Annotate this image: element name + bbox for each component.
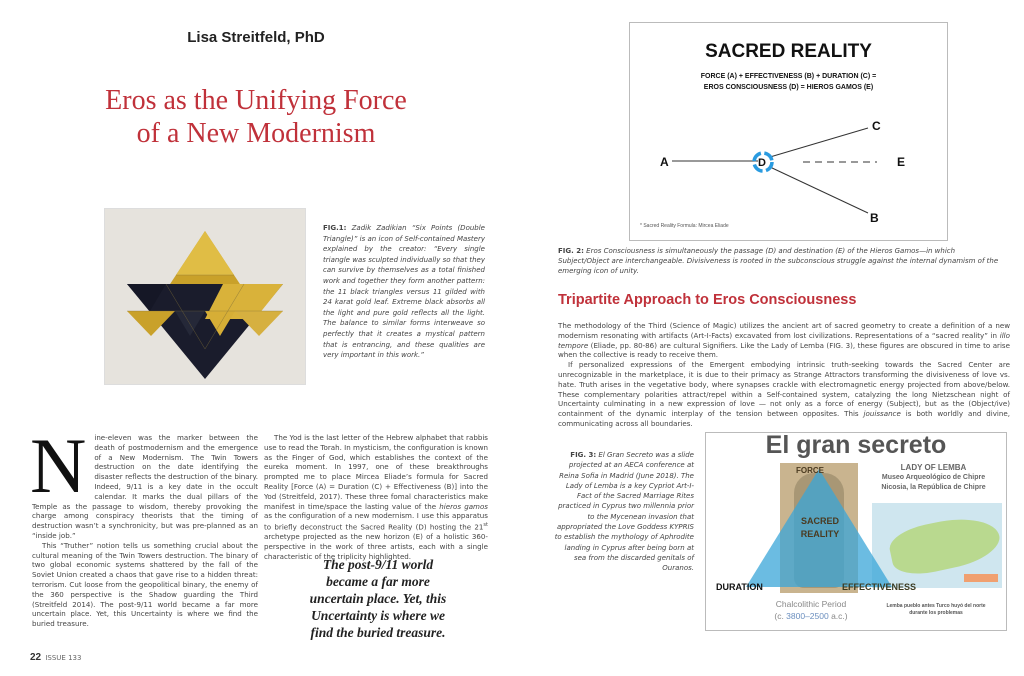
fig2-footnote: * Sacred Reality Formula: Mircea Eliade — [640, 223, 729, 229]
lady-of-lemba-info — [866, 463, 1001, 493]
fig2-title: SACRED REALITY — [705, 41, 872, 62]
period-dates — [746, 610, 876, 622]
lady-line-2: Museo Arqueológico de Chipre — [881, 474, 986, 481]
pull-quote-line: uncertain place. Yet, this — [309, 591, 447, 606]
pull-quote-line: became a far more — [326, 574, 430, 589]
label-sacred-reality — [790, 515, 850, 541]
period-label: Chalcolithic Period — [775, 599, 847, 609]
fig3-caption-text: El Gran Secreto was a slide projected at an AECA conference at Reina Sofia in Madrid (June 2018). The Lady of Lemba is a key Cypriot Art-I-Fact of the Sacred Marriage Rites practiced in Cyprus two millennia prior to the Mycenean invasion that appropriated the Love Goddess KYPRIS to establish the mythology of Aphrodite landing in Cyprus after being born at sea from the discarded genitals of Ouranos. — [554, 451, 694, 573]
fig2-caption — [558, 246, 1008, 276]
section-p2-italic: jouissance — [863, 409, 901, 419]
article-title — [0, 84, 512, 150]
author-byline: Lisa Streitfeld, PhD — [187, 29, 325, 46]
point-d: D — [758, 157, 766, 169]
section-heading: Tripartite Approach to Eros Consciousness — [558, 292, 857, 308]
col2-superscript: st — [483, 522, 488, 529]
fig2-diagram-lines — [630, 23, 947, 240]
point-b: B — [870, 211, 879, 225]
lemba-note-line-1: Lemba pueblo antes Turco huyó del norte — [886, 603, 986, 609]
col1-paragraph-2: This “Truther” notion tells us something crucial about the cultural meaning of the Twin Towers destruction. The binary of two global economic systems shattered by the fall of the Soviet Union created a chaos that gave rise to a hidden threat: terrorism. Cut loose from the geopolitical binary, the enemy of the 360 perspective is the Shadow guarding the Third (Streitfeld 2014). The post-9/11 world became a far more uncertain place. Yet, this Uncertainty is where we find the buried treasure. — [32, 540, 258, 629]
drop-cap: N — [30, 422, 87, 509]
point-a: A — [660, 155, 669, 169]
title-line-1: Eros as the Unifying Force — [105, 85, 407, 116]
page-folio — [30, 652, 81, 663]
formula-line-2: EROS CONSCIOUSNESS (D) = HIEROS GAMOS (E) — [703, 84, 874, 91]
issue-number: ISSUE 133 — [45, 654, 82, 662]
body-column-1 — [30, 422, 258, 629]
point-c: C — [872, 119, 881, 133]
label-force: FORCE — [796, 466, 824, 475]
fig2-caption-text: Eros Consciousness is simultaneously the passage (D) and destination (E) of the Hieros Gamos—in which Subject/Object are interchangeable. Divisiveness is rooted in the subconscious struggle against the internal dynamism of the emerging icon of unity. — [558, 247, 999, 275]
body-column-2 — [264, 433, 488, 562]
pull-quote — [288, 556, 468, 641]
section-p2-text-a: If personalized expressions of the Emergent embodying intrinsic truth-seeking towards the Sacred Center are unrecognizable in the marketplace, it is due to their primacy as Strange Attractors transforming the divisiveness of love vs. hate. Truth arises in the vegetative body, where synapses crackle with electromagnetic energy projected from above/below. These complementary polarities attract/repel within a Self-contained system, catalyzing the long Nietzschean night of Uncertainty culminating in a new expression of love — not only as a force of energy (Subject), but as the (Object/ive) containment of the dynamic interplay of the tension between opposites. This — [558, 360, 1010, 419]
label-duration: DURATION — [716, 582, 763, 592]
fig1-artwork-image — [104, 208, 306, 385]
col2-italic-hieros-gamos: hieros gamos — [439, 501, 488, 511]
right-page — [512, 0, 1024, 676]
fig1-caption-text: Zadik Zadikian “Six Points (Double Triangle)” is an icon of Self-contained Mastery explained by the creator: “Every single triangle was sculpted individually so that they can survive by themselves as a total finished work and together they form another pattern: the 11 black triangles versus 11 gilded with 24 karat gold leaf. Extreme black absorbs all the light and pure gold reflects all the light. The balance to similar forms interweave so perfectly that it creates a mystical pattern that is entrancing, and these qualities are very important in this work.” — [323, 224, 485, 360]
slide-title: El gran secreto — [765, 432, 947, 459]
dates-range: 3800–2500 — [786, 611, 829, 621]
lady-line-1: LADY OF LEMBA — [900, 463, 967, 472]
lemba-note — [871, 603, 1001, 617]
chalcolithic-period-label — [746, 598, 876, 622]
section-paragraph-1 — [558, 321, 1010, 360]
double-triangle-artwork — [105, 209, 305, 384]
section-p1-text-b: (Eliade, pp. 80-86) are cultural Signifiers. Like the Lady of Lemba (FIG. 3), these figures are obscured in time to arise when the collective is ready to receive them. — [558, 340, 1010, 360]
line-d-c — [770, 128, 868, 157]
section-p1-italic: illo tempore — [558, 330, 1010, 350]
page-number: 22 — [30, 652, 42, 663]
label-reality: REALITY — [800, 529, 840, 539]
fig3-caption — [552, 450, 694, 574]
fig1-caption — [323, 223, 485, 361]
section-paragraph-2 — [558, 360, 1010, 429]
fig2-sacred-reality-diagram — [629, 22, 948, 241]
col1-paragraph-1: ine-eleven was the marker between the death of postmodernism and the emergence of a New Modernism. The Twin Towers destruction on the date identifying the disaster reflects the destruction of the binary. Indeed, 9/11 is a key date in the occult calendar. It marks the dual pillars of the Temple as the passage to wisdom, thereby provoking the charge among conspiracy theorists that the timing of destruction wasn’t a synchronicity, but was pre-planned as an “inside job.” — [32, 433, 258, 540]
section-p2-text-b: is both worldly and divine, communicating across all boundaries. — [558, 409, 1010, 428]
lady-line-3: Nicosia, la República de Chipre — [881, 484, 986, 491]
pull-quote-line: Uncertainty is where we — [311, 608, 445, 623]
dates-suffix: a.c.) — [828, 611, 848, 621]
line-d-b — [770, 167, 868, 213]
pull-quote-line: find the buried treasure. — [310, 625, 446, 640]
col2-text-a: The Yod is the last letter of the Hebrew alphabet that rabbis use to read the Torah. In mysticism, the configuration is known as the Finger of God, which establishes the context of the eureka moment. In 1997, one of these breakthroughs prompted me to place Mircea Eliade’s formula for Sacred Reality [Force (A) = Duration (C) + Effectiveness (B)] into the Yod (Streitfeld, 2017). These three fomal characteristics make manifest in time/space the lasting value of the — [264, 433, 488, 511]
fig1-label: FIG.1: — [323, 224, 347, 232]
label-sacred: SACRED — [800, 516, 839, 526]
section-body — [558, 321, 1010, 429]
dates-prefix: (c. — [774, 611, 787, 621]
formula-line-1: FORCE (A) + EFFECTIVENESS (B) + DURATION (C) = — [700, 73, 877, 80]
label-effectiveness: EFFECTIVENESS — [842, 582, 917, 592]
lemba-note-line-2: durante los problemas — [909, 610, 963, 616]
point-e: E — [897, 155, 906, 169]
fig2-label: FIG. 2: — [558, 247, 584, 255]
fig3-label: FIG. 3: — [570, 451, 597, 459]
col2-text-b: as the configuration of a new modernism. I use this apparatus to briefly deconstruct the Sacred Reality (D) hosting the 21 — [264, 511, 488, 532]
fig3-el-gran-secreto-slide — [705, 432, 1007, 631]
section-p1-text-a: The methodology of the Third (Science of Magic) utilizes the ancient art of sacred geometry to create a definition of a new modernism resonating with artifacts (Art-I-Facts) excavated from lost civilizations. Representations of a “sacred reality” in — [558, 321, 1010, 340]
pull-quote-line: The post-9/11 world — [322, 557, 434, 572]
col2-text-c: archetype projected as the new horizon (E) of a holistic 360-perspective in the work of three artists, each with a single characteristic of the triplicity highlighted. — [264, 532, 488, 561]
title-line-2: of a New Modernism — [136, 118, 376, 149]
